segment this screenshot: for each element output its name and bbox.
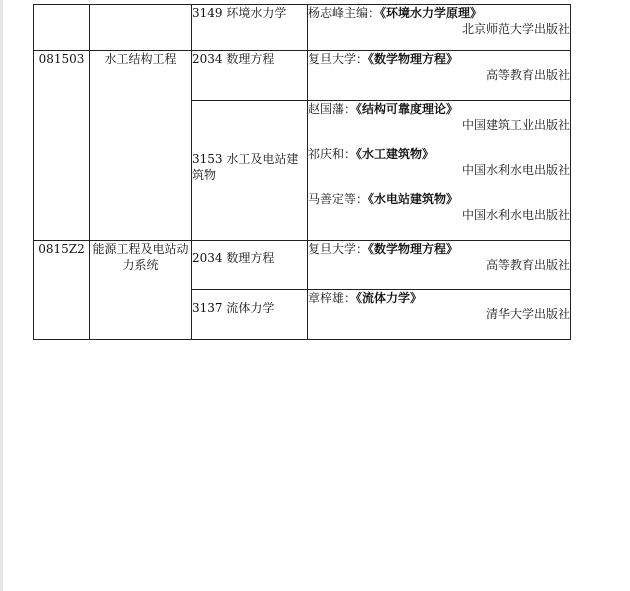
reference-publisher: 中国水利水电出版社	[461, 208, 570, 222]
reference-cell	[308, 51, 571, 101]
reference-author: 马善定等：	[308, 192, 369, 206]
subject-cell: 2034 数理方程	[192, 241, 308, 290]
reference-publisher: 中国水利水电出版社	[461, 163, 570, 177]
reference-title: 《水电站建筑物》	[368, 192, 459, 206]
reference-title: 《数学物理方程》	[368, 52, 459, 66]
reference-cell	[308, 5, 571, 51]
major-code-cell: 081503	[34, 51, 90, 241]
major-name-cell	[90, 5, 192, 51]
reference-entry	[308, 191, 570, 223]
major-name-cell: 水工结构工程	[90, 51, 192, 241]
table-row	[34, 51, 571, 101]
reference-entry	[308, 101, 570, 133]
reference-publisher: 北京师范大学出版社	[461, 22, 570, 36]
reference-publisher: 中国建筑工业出版社	[461, 118, 570, 132]
major-code-cell: 0815Z2	[34, 241, 90, 340]
reference-publisher: 清华大学出版社	[485, 307, 570, 321]
reference-author: 杨志峰主编：	[308, 6, 381, 20]
reference-title: 《流体力学》	[356, 291, 423, 305]
reference-cell	[308, 290, 571, 340]
reference-entry	[308, 146, 570, 178]
reference-author: 祁庆和：	[308, 147, 357, 161]
subject-cell: 3153 水工及电站建筑物	[192, 101, 308, 241]
reference-cell	[308, 241, 571, 290]
subject-cell: 3137 流体力学	[192, 290, 308, 340]
reference-author: 复旦大学：	[308, 242, 369, 256]
reference-title: 《结构可靠度理论》	[356, 102, 459, 116]
reference-author: 赵国藩：	[308, 102, 357, 116]
table-row	[34, 241, 571, 290]
reference-publisher: 高等教育出版社	[485, 258, 570, 272]
reference-author: 复旦大学：	[308, 52, 369, 66]
reference-publisher: 高等教育出版社	[485, 68, 570, 82]
page-edge	[0, 0, 3, 591]
reference-entry	[308, 51, 570, 83]
reference-entry	[308, 5, 570, 37]
exam-syllabus-table	[33, 4, 571, 340]
reference-author: 章梓雄：	[308, 291, 357, 305]
reference-entry	[308, 241, 570, 273]
major-name-cell: 能源工程及电站动力系统	[90, 241, 192, 340]
reference-title: 《环境水力学原理》	[380, 6, 483, 20]
reference-title: 《数学物理方程》	[368, 242, 459, 256]
subject-cell: 2034 数理方程	[192, 51, 308, 101]
table-row	[34, 5, 571, 51]
major-code-cell	[34, 5, 90, 51]
reference-entry	[308, 290, 570, 322]
reference-cell	[308, 101, 571, 241]
reference-title: 《水工建筑物》	[356, 147, 435, 161]
subject-cell: 3149 环境水力学	[192, 5, 308, 51]
